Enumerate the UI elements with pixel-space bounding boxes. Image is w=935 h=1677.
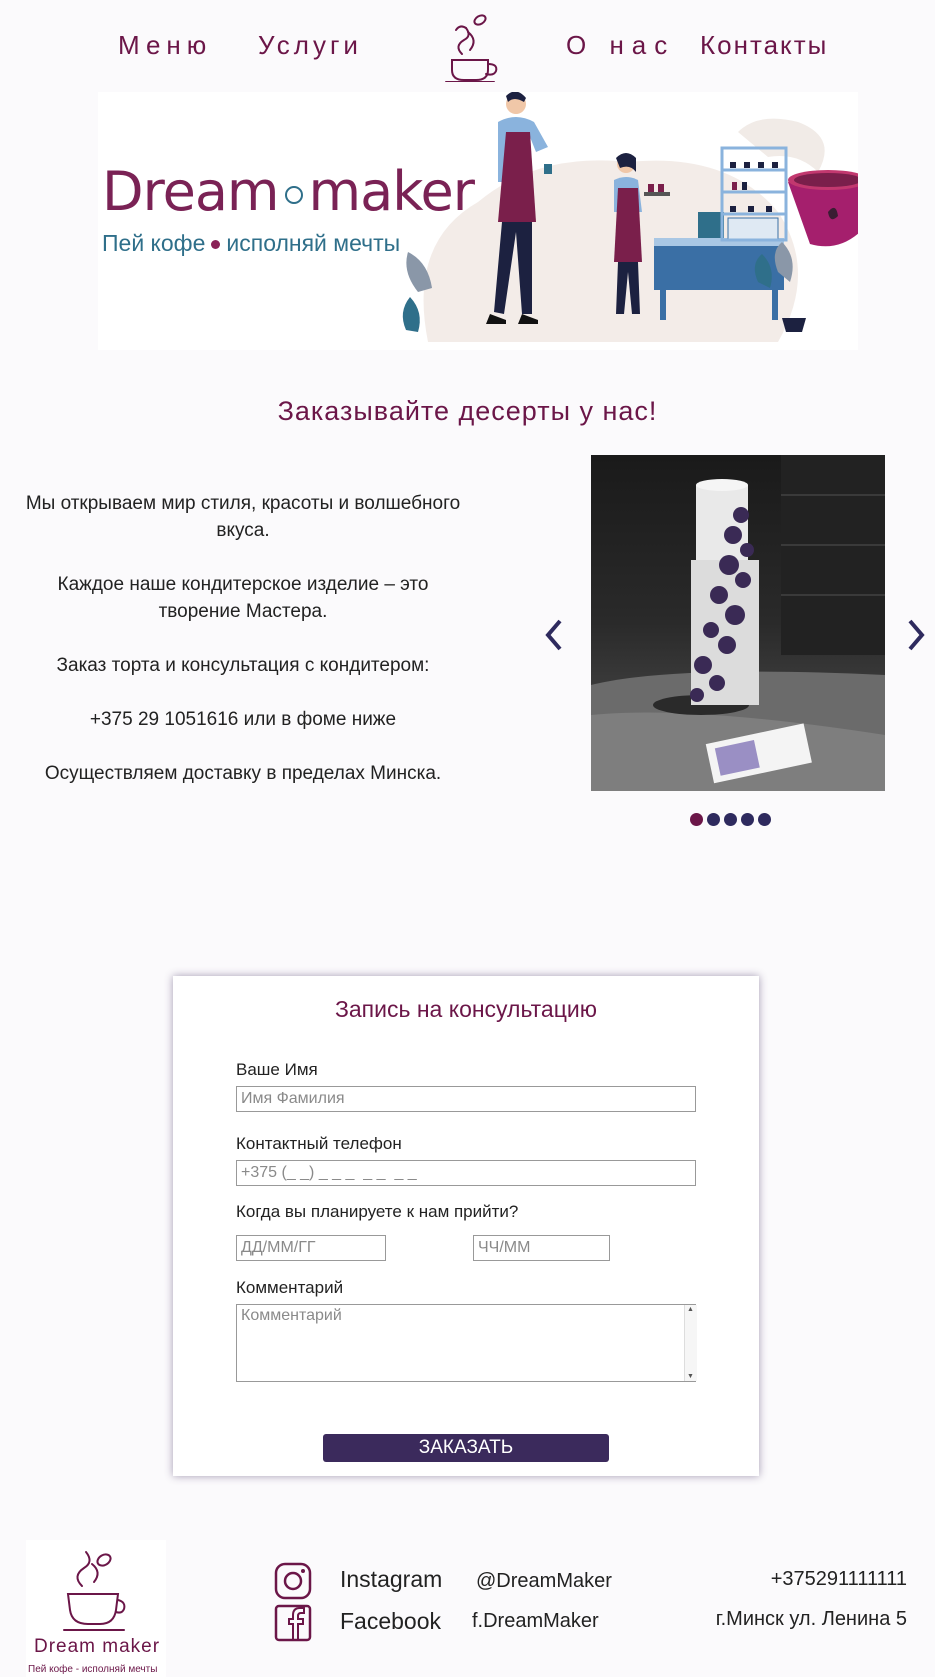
baristas-illustration-icon [398, 92, 858, 350]
phone-input[interactable] [236, 1160, 696, 1186]
about-text [20, 490, 466, 814]
brand-left: Dream [102, 160, 279, 223]
slider-dot-1[interactable] [690, 813, 703, 826]
phone-label: Контактный телефон [236, 1134, 402, 1153]
footer-phone[interactable]: +375291111111 [770, 1568, 907, 1590]
about-paragraph-3: Заказ торта и консультация с кондитером: [56, 655, 430, 676]
brand-right: maker [308, 160, 474, 223]
name-label: Ваше Имя [236, 1060, 318, 1079]
image-slider [540, 455, 935, 835]
slider-dot-5[interactable] [758, 813, 771, 826]
comment-scrollbar[interactable] [684, 1305, 697, 1381]
facebook-icon[interactable] [274, 1604, 312, 1642]
comment-label: Комментарий [236, 1278, 344, 1297]
nav-contacts-link[interactable]: Контакты [700, 30, 829, 60]
scroll-down-icon[interactable]: ▼ [687, 1373, 694, 1380]
coffee-cup-logo-icon[interactable] [440, 10, 500, 82]
tagline-left: Пей кофе [102, 230, 206, 256]
cake-photo [591, 455, 885, 791]
footer-logo-slogan: Пей кофе - исполняй мечты [28, 1664, 158, 1675]
slider-dots [690, 813, 775, 831]
facebook-handle[interactable]: f.DreamMaker [472, 1610, 599, 1632]
footer-logo[interactable] [26, 1540, 166, 1677]
about-paragraph-1: Мы открываем мир стиля, красоты и волшебного вкуса. [25, 493, 461, 541]
chevron-left-icon[interactable] [540, 615, 570, 655]
chevron-right-icon[interactable] [900, 615, 930, 655]
time-input[interactable] [473, 1235, 610, 1261]
footer-coffee-cup-icon [62, 1544, 126, 1634]
slider-dot-2[interactable] [707, 813, 720, 826]
facebook-label[interactable]: Facebook [340, 1608, 442, 1634]
hero-banner [98, 92, 858, 350]
name-input[interactable] [236, 1086, 696, 1112]
footer [0, 1530, 935, 1677]
order-button[interactable]: ЗАКАЗАТЬ [323, 1434, 609, 1462]
date-input[interactable] [236, 1235, 386, 1261]
consultation-form [173, 976, 759, 1476]
nav-services-link[interactable]: Услуги [258, 30, 362, 60]
tagline-right: исполняй мечты [226, 230, 401, 256]
tagline-bullet-icon [211, 240, 220, 249]
nav-menu-link[interactable]: Меню [118, 30, 213, 60]
footer-address: г.Минск ул. Ленина 5 [715, 1608, 907, 1630]
slider-dot-3[interactable] [724, 813, 737, 826]
about-paragraph-2: Каждое наше кондитерское изделие – это творение Мастера. [57, 574, 429, 622]
visit-label: Когда вы планируете к нам прийти? [236, 1202, 519, 1221]
top-navigation [0, 0, 935, 90]
comment-textarea[interactable] [236, 1304, 696, 1382]
brand-tagline [102, 230, 400, 257]
instagram-label[interactable]: Instagram [340, 1566, 443, 1592]
slider-dot-4[interactable] [741, 813, 754, 826]
section-title: Заказывайте десерты у нас! [277, 396, 658, 426]
about-paragraph-4: +375 29 1051616 или в фоме ниже [89, 709, 397, 730]
footer-logo-name: Dream maker [34, 1636, 161, 1657]
instagram-icon[interactable] [274, 1562, 312, 1600]
form-title: Запись на консультацию [335, 996, 597, 1022]
instagram-handle[interactable]: @DreamMaker [476, 1570, 612, 1592]
scroll-up-icon[interactable]: ▲ [687, 1306, 694, 1313]
brand-dot-icon [285, 186, 303, 204]
nav-about-link[interactable]: О нас [566, 30, 676, 60]
about-paragraph-5: Осуществляем доставку в пределах Минска. [44, 763, 442, 784]
